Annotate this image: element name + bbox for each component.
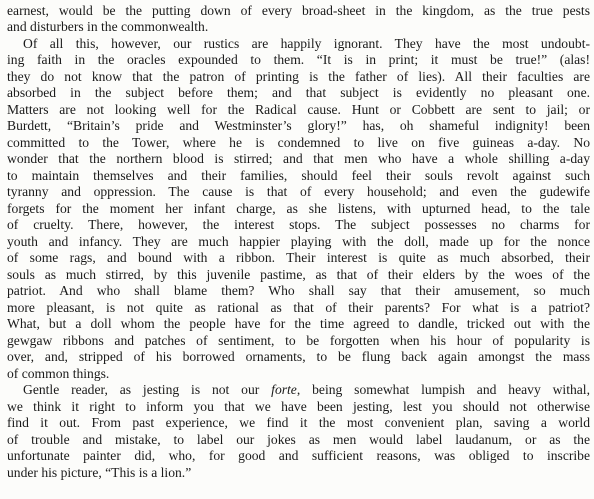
text-line: more pleasant, is not quite as rational as that of their parents? For what is a patriot? <box>7 300 590 315</box>
text-line: gewgaw ribbons and patches of sentiment, to be forgotten when his hour of popularity is <box>7 333 590 348</box>
text-line: they do not know that the patron of printing is the father of lies). All their faculties are <box>7 69 590 84</box>
text-line: Matters are not looking well for the Radical cause. Hunt or Cobbett are sent to jail; or <box>7 102 590 117</box>
text-line: we think it right to inform you that we have been jesting, lest you should not otherwise <box>7 399 590 414</box>
text-line: under his picture, “This is a lion.” <box>7 465 192 480</box>
text-line: patriot. And who shall blame them? Who shall say that their amusement, so much <box>7 283 590 298</box>
paragraph-start-line: Of all this, however, our rustics are happily ignorant. They have the most undoubt- <box>23 36 590 51</box>
text-line: absorbed in the subject before them; and that subject is evidently no pleasant one. <box>7 85 590 100</box>
text-line: of common things. <box>7 366 110 381</box>
text-line: earnest, would be the putting down of every broad-sheet in the kingdom, as the true pests <box>7 3 590 18</box>
text-line: forgets for the moment her infant charge, as she listens, with upturned head, to the tale <box>7 201 590 216</box>
text-line: find it out. From past experience, we find it the most convenient plan, saving a world <box>7 415 590 430</box>
text-line: over, and, stripped of his borrowed ornaments, to be flung back again amongst the mass <box>7 349 590 364</box>
text-line: ing faith in the oracles expounded to them. “It is in print; it must be true!” (alas! <box>7 52 590 67</box>
text-line: of cruelty. There, however, the interest stops. The subject possesses no charms for <box>7 217 590 232</box>
text-line: What, but a doll whom the people have for the time agreed to dandle, tricked out with the <box>7 316 590 331</box>
text-line: wonder that the northern blood is stirred; and that men who have a whole shilling a-day <box>7 151 590 166</box>
text-segment: , being somewhat lumpish and heavy withal, <box>296 382 590 397</box>
text-line: Burdett, “Britain’s pride and Westminster’s glory!” has, oh shameful indignity! been <box>7 118 590 133</box>
text-line: to maintain themselves and their families, should feel their souls revolt against such <box>7 168 590 183</box>
text-line: of trouble and mistake, to label our jokes as men would label laudanum, or as the <box>7 432 590 447</box>
text-line: souls as much stirred, by this juvenile pastime, as that of their elders by the woes of the <box>7 267 590 282</box>
italic-word: forte <box>271 382 297 397</box>
text-segment: Gentle reader, as jesting is not our <box>23 382 272 397</box>
text-line: unfortunate painter did, who, for good and sufficient reasons, was obliged to inscribe <box>7 448 590 463</box>
text-line: committed to the Tower, where he is condemned to live on five guineas a-day. No <box>7 135 590 150</box>
text-line: youth and infancy. They are much happier playing with the doll, made up for the nonce <box>7 234 590 249</box>
paragraph-start-line <box>23 382 590 397</box>
text-line: and disturbers in the commonwealth. <box>7 19 209 34</box>
text-line: of some rags, and bound with a ribbon. Their interest is quite as much absorbed, their <box>7 250 590 265</box>
text-line: tyranny and oppression. The cause is that of every household; and even the gudewife <box>7 184 590 199</box>
